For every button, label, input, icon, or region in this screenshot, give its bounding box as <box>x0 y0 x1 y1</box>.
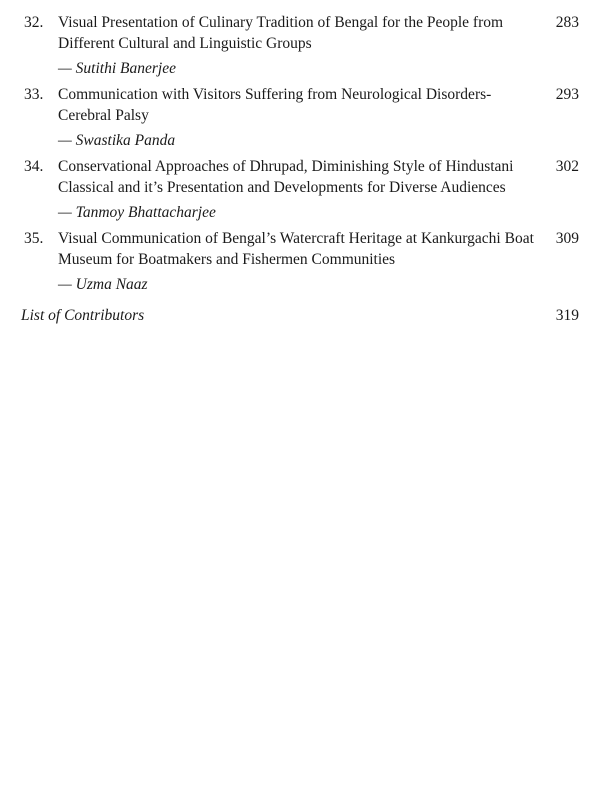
entry-title: Communication with Visitors Suffering from Neurological Disorders-Cerebral Palsy <box>58 86 492 124</box>
entry-author: — Tanmoy Bhattacharjee <box>58 204 216 221</box>
entry-number: 34. <box>24 158 44 175</box>
entry-page-number: 293 <box>555 86 579 103</box>
contributors-page-number: 319 <box>555 307 579 324</box>
entry-author: — Sutithi Banerjee <box>58 60 176 77</box>
entry-title: Visual Communication of Bengal’s Watercraft Heritage at Kankurgachi Boat Museum for Boatmakers and Fishermen Communities <box>58 230 534 268</box>
entry-number: 35. <box>24 230 44 247</box>
entry-title: Conservational Approaches of Dhrupad, Diminishing Style of Hindustani Classical and it’s Presentation and Developments for Diverse Audiences <box>58 158 514 196</box>
entry-number: 33. <box>24 86 44 103</box>
entry-page-number: 302 <box>555 158 579 175</box>
contributors-label: List of Contributors <box>21 307 145 324</box>
entry-author: — Swastika Panda <box>58 132 176 149</box>
entry-page-number: 309 <box>555 230 579 247</box>
entry-author: — Uzma Naaz <box>58 276 148 293</box>
entry-page-number: 283 <box>555 14 579 31</box>
entry-title: Visual Presentation of Culinary Tradition of Bengal for the People from Different Cultural and Linguistic Groups <box>58 14 504 52</box>
entry-number: 32. <box>24 14 44 31</box>
